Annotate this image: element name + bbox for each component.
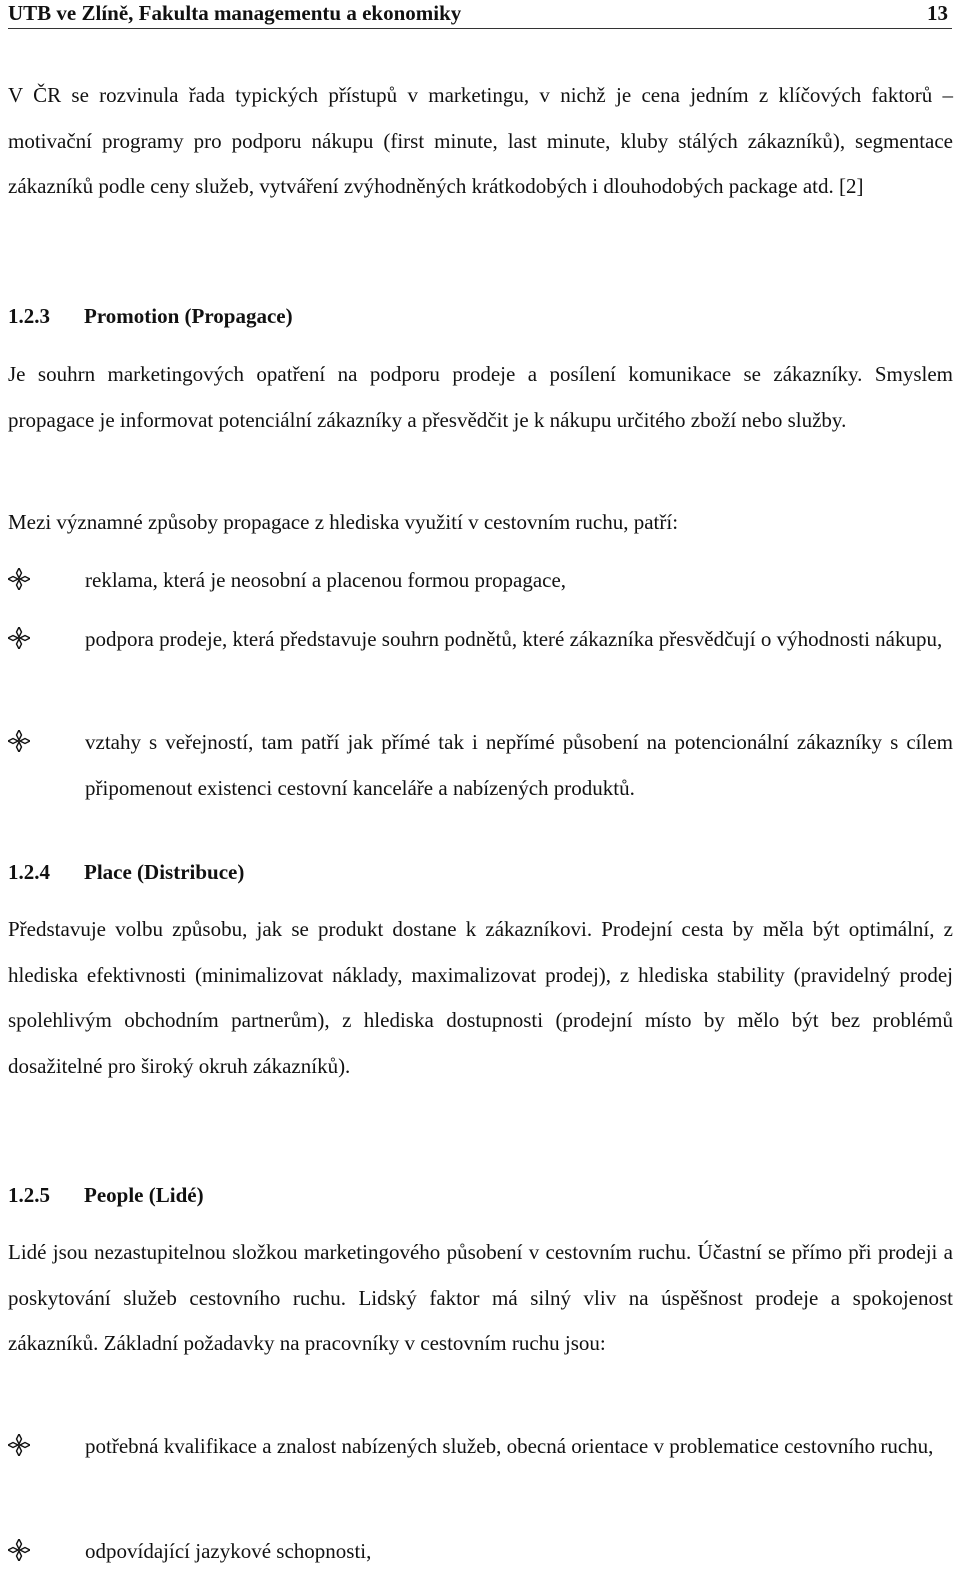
section-heading-people <box>8 1181 204 1209</box>
section-number: 1.2.5 <box>8 1183 50 1207</box>
section-heading-promotion <box>8 302 293 330</box>
list-item <box>8 558 953 604</box>
list-item-text: reklama, která je neosobní a placenou formou propagace, <box>85 568 567 592</box>
four-diamond-bullet-icon <box>8 1539 30 1561</box>
four-diamond-bullet-icon <box>8 1434 30 1456</box>
list-item-text: potřebná kvalifikace a znalost nabízených služeb, obecná orientace v problematice cestovního ruchu, <box>85 1434 934 1458</box>
page-header <box>8 0 952 29</box>
section-heading-place <box>8 858 244 886</box>
header-title: UTB ve Zlíně, Fakulta managementu a ekonomiky <box>8 1 462 25</box>
list-item <box>8 720 953 811</box>
list-item-text: vztahy s veřejností, tam patří jak přímé tak i nepřímé působení na potencionální zákazníky s cílem připomenout existenci cestovní kanceláře a nabízených produktů. <box>85 730 953 800</box>
paragraph-promotion-ways: Mezi významné způsoby propagace z hlediska využití v cestovním ruchu, patří: <box>8 510 679 534</box>
list-item <box>8 617 953 663</box>
list-item-text: odpovídající jazykové schopnosti, <box>85 1539 372 1563</box>
section-title: Promotion (Propagace) <box>84 304 293 328</box>
section-number: 1.2.3 <box>8 304 50 328</box>
section-title: People (Lidé) <box>84 1183 204 1207</box>
section-number: 1.2.4 <box>8 860 50 884</box>
paragraph-pricing: V ČR se rozvinula řada typických přístupů v marketingu, v nichž je cena jedním z klíčových faktorů – motivační programy pro podporu nákupu (first minute, last minute, kluby stálých zákazníků), segmentace zákazníků podle ceny služeb, vytváření zvýhodněných krátkodobých i dlouhodobých package atd. [2] <box>8 83 953 198</box>
paragraph-people: Lidé jsou nezastupitelnou složkou marketingového působení v cestovním ruchu. Účastní se přímo při prodeji a poskytování služeb cestovního ruchu. Lidský faktor má silný vliv na úspěšnost prodeje a spokojenost zákazníků. Základní požadavky na pracovníky v cestovním ruchu jsou: <box>8 1240 953 1355</box>
paragraph-place: Představuje volbu způsobu, jak se produkt dostane k zákazníkovi. Prodejní cesta by měla být optimální, z hlediska efektivnosti (minimalizovat náklady, maximalizovat prodej), z hlediska stability (pravidelný prodej spolehlivým obchodním partnerům), z hlediska dostupnosti (prodejní místo by mělo být bez problémů dosažitelné pro široký okruh zákazníků). <box>8 917 953 1078</box>
list-item <box>8 1424 953 1470</box>
four-diamond-bullet-icon <box>8 627 30 649</box>
paragraph-promotion: Je souhrn marketingových opatření na podporu prodeje a posílení komunikace se zákazníky. Smyslem propagace je informovat potenciální zákazníky a přesvědčit je k nákupu určitého zboží nebo služby. <box>8 362 953 432</box>
four-diamond-bullet-icon <box>8 568 30 590</box>
list-item-text: podpora prodeje, která představuje souhrn podnětů, které zákazníka přesvědčují o výhodnosti nákupu, <box>85 627 943 651</box>
page-number: 13 <box>927 1 948 25</box>
section-title: Place (Distribuce) <box>84 860 245 884</box>
four-diamond-bullet-icon <box>8 730 30 752</box>
